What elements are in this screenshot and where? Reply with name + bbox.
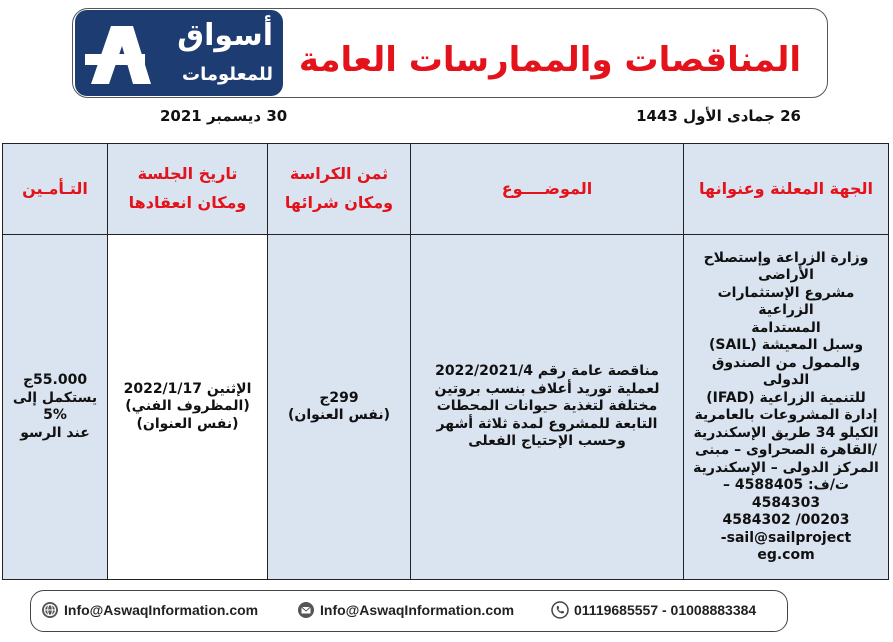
table-row bbox=[3, 235, 889, 580]
logo bbox=[75, 10, 283, 96]
hijri-date: 26 جمادى الأول 1443 bbox=[636, 107, 801, 125]
cell-insurance bbox=[3, 235, 108, 580]
logo-word: أسواق bbox=[177, 18, 273, 53]
cell-entity bbox=[684, 235, 889, 580]
entity-line: والممول من الصندوق الدولى bbox=[711, 354, 861, 388]
envelope-icon bbox=[297, 601, 315, 619]
entity-line: sail@sailproject- bbox=[720, 529, 852, 546]
header-price bbox=[268, 144, 411, 235]
entity-line: مشروع الإستثمارات الزراعية bbox=[717, 284, 855, 318]
insurance-note: يستكمل إلى bbox=[12, 389, 98, 406]
insurance-percent: 5% bbox=[43, 407, 67, 423]
entity-line: eg.com bbox=[757, 547, 815, 563]
price-value: 299ج bbox=[319, 389, 359, 406]
entity-line: المستدامة bbox=[751, 319, 821, 336]
session-envelope: (المظروف الفني) bbox=[125, 398, 250, 415]
insurance-amount: 55.000ج bbox=[22, 372, 88, 388]
tenders-table bbox=[2, 143, 889, 580]
email-link-2[interactable]: Info@AswaqInformation.com bbox=[320, 602, 515, 618]
logo-subtitle: للمعلومات bbox=[182, 64, 273, 85]
phone-icon bbox=[551, 601, 569, 619]
footer-mail-email bbox=[297, 601, 514, 619]
entity-line: للتنمية الزراعية (IFAD) bbox=[706, 389, 866, 406]
entity-line: /القاهرة الصحراوى – مبنى bbox=[694, 442, 878, 458]
cell-subject: مناقصة عامة رقم 2022/2021/4 لعملية توريد أعلاف بنسب بروتين مختلفة لتغذية حيوانات المحطات التابعة للمشروع لمدة ثلاثة أشهر وحسب الإحتياج الفعلى bbox=[411, 235, 684, 580]
page-title: المناقصات والممارسات العامة bbox=[298, 40, 801, 80]
header-session bbox=[108, 144, 268, 235]
table-header-row bbox=[3, 144, 889, 235]
header-price-line2: ومكان شرائها bbox=[284, 193, 394, 212]
entity-line: 00203/ 4584302 bbox=[722, 512, 850, 528]
session-location: (نفس العنوان) bbox=[136, 415, 239, 432]
entity-line: المركز الدولى – الإسكندرية bbox=[693, 459, 879, 476]
entity-line: الكيلو 34 طريق الإسكندرية bbox=[693, 424, 879, 441]
header-subject: الموضــــوع bbox=[411, 144, 684, 235]
footer-contact-bar bbox=[30, 590, 788, 632]
entity-line: وسبل المعيشة (SAIL) bbox=[708, 337, 864, 353]
insurance-when: عند الرسو bbox=[20, 424, 90, 441]
entity-line: وزارة الزراعة وإستصلاح bbox=[703, 249, 869, 266]
session-date: الإثنين 2022/1/17 bbox=[123, 380, 252, 397]
entity-line: ت/ف: 4588405 – bbox=[723, 477, 849, 493]
entity-line: 4584303 bbox=[751, 494, 821, 511]
phone-numbers[interactable]: 01119685557 - 01008883384 bbox=[574, 602, 757, 618]
entity-line: إدارة المشروعات بالعامرية bbox=[694, 407, 878, 423]
header-insurance: التـأمـين bbox=[3, 144, 108, 235]
header-session-line2: ومكان انعقادها bbox=[128, 193, 247, 212]
header-entity: الجهة المعلنة وعنوانها bbox=[684, 144, 889, 235]
entity-line: الأراضى bbox=[758, 267, 814, 283]
logo-a-icon bbox=[81, 24, 153, 86]
gregorian-date: 30 ديسمبر 2021 bbox=[160, 107, 288, 125]
footer-phones bbox=[551, 601, 756, 619]
email-link-1[interactable]: Info@AswaqInformation.com bbox=[64, 602, 259, 618]
cell-price bbox=[268, 235, 411, 580]
cell-session bbox=[108, 235, 268, 580]
header-price-line1: ثمن الكراسة bbox=[289, 164, 389, 184]
globe-icon bbox=[41, 601, 59, 619]
footer-web-email bbox=[41, 601, 258, 619]
price-location: (نفس العنوان) bbox=[288, 407, 390, 423]
header-session-line1: تاريخ الجلسة bbox=[137, 164, 238, 184]
